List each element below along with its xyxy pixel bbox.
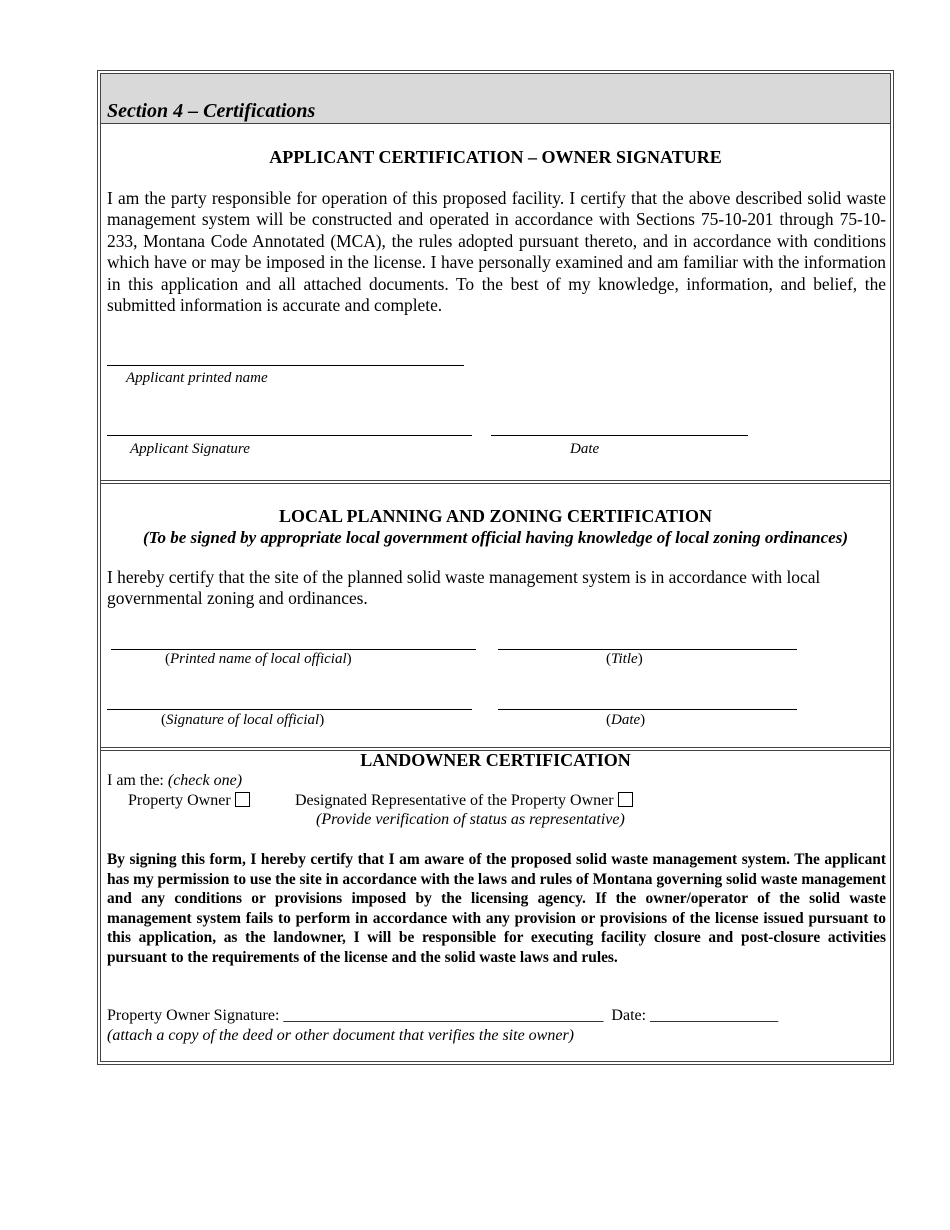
i-am-the-line [107,772,242,790]
option-owner [128,792,250,810]
section-title: Section 4 – Certifications [107,100,316,122]
owner-date-line[interactable]: ________________ [650,1007,779,1024]
applicant-signature-line[interactable] [107,435,472,436]
applicant-body: I am the party responsible for operation of this proposed facility. I certify that the above described solid waste management system will be constructed and operated in accordance with Sections 75-10-201 through 75-10-233, Montana Code Annotated (MCA), the rules adopted pursuant thereto, and in accordance with conditions which have or may be imposed in the license. I have personally examined and am familiar with the information in this application and all attached documents. To the best of my knowledge, information, and belief, the submitted information is accurate and complete. [107,188,886,316]
option-representative [295,792,633,810]
zoning-date-label: (Date) [606,712,646,728]
property-owner-checkbox[interactable] [235,792,250,807]
section-divider-2 [101,747,890,748]
certifications-form [97,70,894,1065]
applicant-signature-label: Applicant Signature [130,441,250,457]
i-am-the-label: I am the: [107,772,164,789]
applicant-printed-name-line[interactable] [107,365,464,366]
representative-note: (Provide verification of status as representative) [316,811,625,828]
zoning-signature-line[interactable] [107,709,472,710]
option-representative-label: Designated Representative of the Property Owner [295,792,614,809]
applicant-date-label: Date [570,441,600,457]
zoning-title-label: (Title) [606,651,643,667]
owner-signature-label: Property Owner Signature: [107,1007,280,1024]
landowner-heading: LANDOWNER CERTIFICATION [360,750,631,770]
section-divider-1 [101,480,890,481]
owner-date-label: Date: [611,1007,647,1024]
zoning-body: I hereby certify that the site of the planned solid waste management system is in accordance with local governmental zoning and ordinances. [107,567,821,609]
applicant-printed-name-label: Applicant printed name [126,370,268,386]
applicant-heading: APPLICANT CERTIFICATION – OWNER SIGNATURE [269,147,722,167]
landowner-body: By signing this form, I hereby certify that I am aware of the proposed solid waste management system. The applicant has my permission to use the site in accordance with the laws and rules of Montana governing solid waste management and any conditions or provisions imposed by the licensing agency. If the owner/operator of the solid waste management system fails to perform in accordance with any provision or provisions of the license issued pursuant to this application, as the landowner, I will be responsible for executing facility closure and post-closure activities pursuant to the requirements of the license and the solid waste laws and rules. [107,851,886,966]
zoning-signature-label: (Signature of local official) [161,712,325,728]
check-one-label: (check one) [167,772,243,789]
zoning-title-line[interactable] [498,649,797,650]
zoning-heading: LOCAL PLANNING AND ZONING CERTIFICATION [278,506,713,526]
form-border [100,73,891,1062]
applicant-date-line[interactable] [491,435,748,436]
deed-note: (attach a copy of the deed or other document that verifies the site owner) [107,1027,574,1044]
owner-signature-row [107,1007,778,1025]
zoning-date-line[interactable] [498,709,797,710]
option-owner-label: Property Owner [128,792,231,809]
zoning-printed-name-label: (Printed name of local official) [165,651,352,667]
representative-checkbox[interactable] [618,792,633,807]
zoning-printed-name-line[interactable] [111,649,476,650]
owner-signature-line[interactable]: ________________________________________ [283,1007,604,1024]
section-header [101,74,890,124]
zoning-subheading: (To be signed by appropriate local government official having knowledge of local zoning ordinances) [142,528,849,547]
